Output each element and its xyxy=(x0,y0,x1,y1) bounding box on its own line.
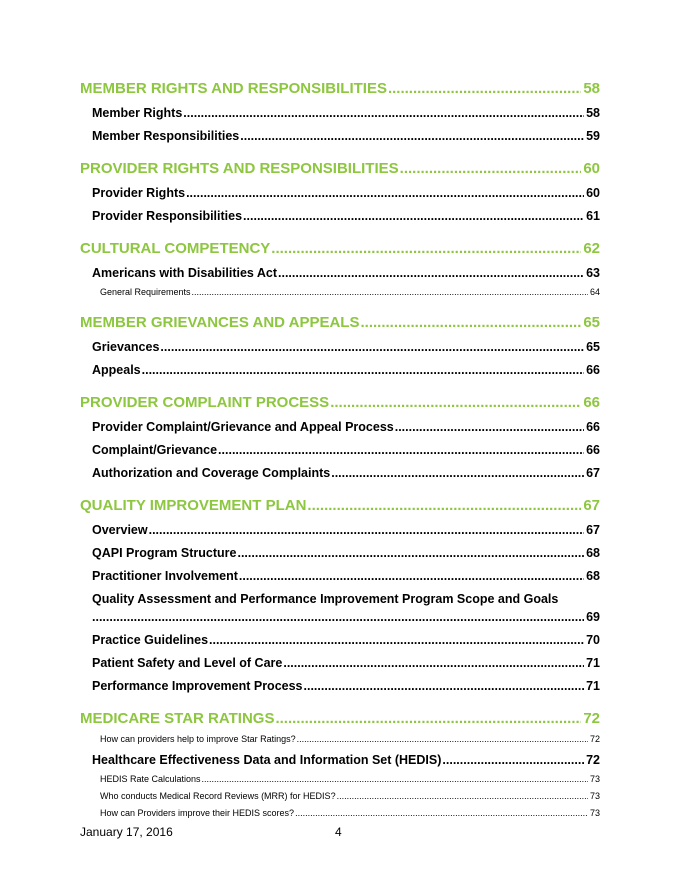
toc-section-heading[interactable] xyxy=(80,394,600,414)
toc-entry-title: General Requirements xyxy=(100,287,191,297)
toc-entry-title: Appeals xyxy=(92,363,141,377)
toc-section-heading[interactable] xyxy=(80,160,600,180)
toc-entry-page: 67 xyxy=(586,466,600,480)
toc-entry-title: CULTURAL COMPETENCY xyxy=(80,240,271,257)
toc-section-heading[interactable] xyxy=(80,314,600,334)
toc-leader-dots xyxy=(388,80,581,97)
toc-entry-page: 72 xyxy=(586,753,600,767)
table-of-contents xyxy=(80,80,600,821)
toc-leader-dots xyxy=(243,209,584,223)
toc-section-heading[interactable] xyxy=(80,710,600,730)
footer-date: January 17, 2016 xyxy=(80,825,173,839)
toc-leader-dots xyxy=(142,363,584,377)
toc-leader-dots xyxy=(209,633,584,647)
toc-entry-title: Practice Guidelines xyxy=(92,633,209,647)
toc-entry-title: QUALITY IMPROVEMENT PLAN xyxy=(80,497,307,514)
toc-leader-dots xyxy=(400,160,582,177)
toc-entry-page: 62 xyxy=(583,240,600,257)
toc-entry-page: 73 xyxy=(589,791,600,801)
toc-entry-title: Quality Assessment and Performance Improvement Program Scope and Goals xyxy=(92,592,559,606)
toc-entry[interactable] xyxy=(80,209,600,226)
toc-entry-page: 73 xyxy=(589,808,600,818)
toc-leader-dots xyxy=(218,443,584,457)
toc-section-heading[interactable] xyxy=(80,497,600,517)
toc-entry[interactable] xyxy=(80,266,600,283)
toc-entry-title: MEDICARE STAR RATINGS xyxy=(80,710,275,727)
toc-entry-page: 70 xyxy=(586,633,600,647)
toc-leader-dots xyxy=(442,753,584,767)
toc-entry[interactable] xyxy=(80,546,600,563)
toc-leader-dots xyxy=(202,774,588,784)
toc-entry-page: 67 xyxy=(586,523,600,537)
toc-entry-page: 68 xyxy=(586,569,600,583)
toc-entry-title: Patient Safety and Level of Care xyxy=(92,656,283,670)
toc-entry[interactable] xyxy=(80,633,600,650)
toc-entry-title: PROVIDER RIGHTS AND RESPONSIBILITIES xyxy=(80,160,399,177)
toc-entry-title: Practitioner Involvement xyxy=(92,569,238,583)
toc-leader-dots xyxy=(395,420,584,434)
toc-entry-title: MEMBER RIGHTS AND RESPONSIBILITIES xyxy=(80,80,387,97)
toc-leader-dots xyxy=(283,656,584,670)
toc-entry-title: Provider Rights xyxy=(92,186,186,200)
toc-entry[interactable] xyxy=(80,106,600,123)
toc-leader-dots xyxy=(160,340,584,354)
toc-entry[interactable] xyxy=(80,679,600,696)
toc-entry-wrapped[interactable] xyxy=(80,592,600,627)
toc-subentry[interactable] xyxy=(80,791,600,804)
toc-entry-page: 60 xyxy=(583,160,600,177)
toc-entry[interactable] xyxy=(80,753,600,770)
toc-entry[interactable] xyxy=(80,420,600,437)
toc-leader-dots xyxy=(331,466,584,480)
toc-entry-page: 67 xyxy=(583,497,600,514)
toc-entry-title: QAPI Program Structure xyxy=(92,546,237,560)
toc-entry-title: Complaint/Grievance xyxy=(92,443,218,457)
toc-entry-title: Overview xyxy=(92,523,148,537)
toc-leader-dots xyxy=(186,186,584,200)
toc-entry[interactable] xyxy=(80,340,600,357)
toc-entry-page: 58 xyxy=(586,106,600,120)
toc-entry-title: Member Rights xyxy=(92,106,183,120)
toc-entry-title: Member Responsibilities xyxy=(92,129,240,143)
toc-entry-title: HEDIS Rate Calculations xyxy=(100,774,201,784)
footer-page-number: 4 xyxy=(335,825,342,839)
toc-entry-title: Authorization and Coverage Complaints xyxy=(92,466,331,480)
toc-entry-page: 71 xyxy=(586,656,600,670)
toc-leader-dots xyxy=(271,240,581,257)
toc-entry-title: MEMBER GRIEVANCES AND APPEALS xyxy=(80,314,360,331)
toc-leader-dots xyxy=(149,523,585,537)
toc-leader-dots xyxy=(92,610,584,624)
toc-entry-page: 65 xyxy=(583,314,600,331)
toc-subentry[interactable] xyxy=(80,808,600,821)
toc-leader-dots xyxy=(240,129,584,143)
toc-entry-title: Performance Improvement Process xyxy=(92,679,303,693)
toc-leader-dots xyxy=(330,394,581,411)
toc-subentry[interactable] xyxy=(80,287,600,300)
toc-entry-title: Grievances xyxy=(92,340,160,354)
toc-entry-page: 61 xyxy=(586,209,600,223)
toc-entry-page: 58 xyxy=(583,80,600,97)
toc-leader-dots xyxy=(360,314,581,331)
toc-entry-title: Provider Complaint/Grievance and Appeal Process xyxy=(92,420,394,434)
toc-leader-dots xyxy=(337,791,588,801)
toc-entry[interactable] xyxy=(80,523,600,540)
toc-entry-page: 71 xyxy=(586,679,600,693)
toc-entry-page: 60 xyxy=(586,186,600,200)
toc-leader-dots xyxy=(183,106,584,120)
toc-entry-page: 66 xyxy=(586,363,600,377)
toc-entry[interactable] xyxy=(80,363,600,380)
toc-entry-page: 72 xyxy=(589,734,600,744)
toc-entry-page: 66 xyxy=(586,420,600,434)
toc-entry[interactable] xyxy=(80,129,600,146)
toc-section-heading[interactable] xyxy=(80,80,600,100)
toc-entry-page: 66 xyxy=(586,443,600,457)
toc-leader-dots xyxy=(237,546,584,560)
toc-leader-dots xyxy=(192,287,588,297)
toc-entry-title: Healthcare Effectiveness Data and Information Set (HEDIS) xyxy=(92,753,442,767)
toc-entry-title: Provider Responsibilities xyxy=(92,209,243,223)
toc-leader-dots xyxy=(295,808,588,818)
toc-entry-page: 73 xyxy=(589,774,600,784)
toc-entry[interactable] xyxy=(80,656,600,673)
toc-entry-title: How can Providers improve their HEDIS scores? xyxy=(100,808,295,818)
toc-entry-page: 59 xyxy=(586,129,600,143)
toc-leader-dots xyxy=(239,569,584,583)
toc-entry[interactable] xyxy=(80,443,600,460)
toc-section-heading[interactable] xyxy=(80,240,600,260)
toc-entry-page: 65 xyxy=(586,340,600,354)
toc-leader-dots xyxy=(307,497,581,514)
toc-entry-title: How can providers help to improve Star Ratings? xyxy=(100,734,296,744)
toc-leader-dots xyxy=(275,710,581,727)
toc-subentry[interactable] xyxy=(80,774,600,787)
toc-entry-title: PROVIDER COMPLAINT PROCESS xyxy=(80,394,330,411)
toc-entry-title: Americans with Disabilities Act xyxy=(92,266,278,280)
toc-entry-page: 64 xyxy=(589,287,600,297)
toc-entry[interactable] xyxy=(80,569,600,586)
toc-entry-page: 66 xyxy=(583,394,600,411)
toc-entry-page: 69 xyxy=(586,610,600,624)
toc-entry[interactable] xyxy=(80,466,600,483)
toc-entry-page: 72 xyxy=(583,710,600,727)
toc-entry-title: Who conducts Medical Record Reviews (MRR) for HEDIS? xyxy=(100,791,336,801)
toc-leader-dots xyxy=(304,679,585,693)
toc-entry-page: 68 xyxy=(586,546,600,560)
toc-entry[interactable] xyxy=(80,186,600,203)
toc-entry-page: 63 xyxy=(586,266,600,280)
toc-leader-dots xyxy=(297,734,588,744)
toc-leader-dots xyxy=(278,266,584,280)
toc-subentry[interactable] xyxy=(80,734,600,747)
